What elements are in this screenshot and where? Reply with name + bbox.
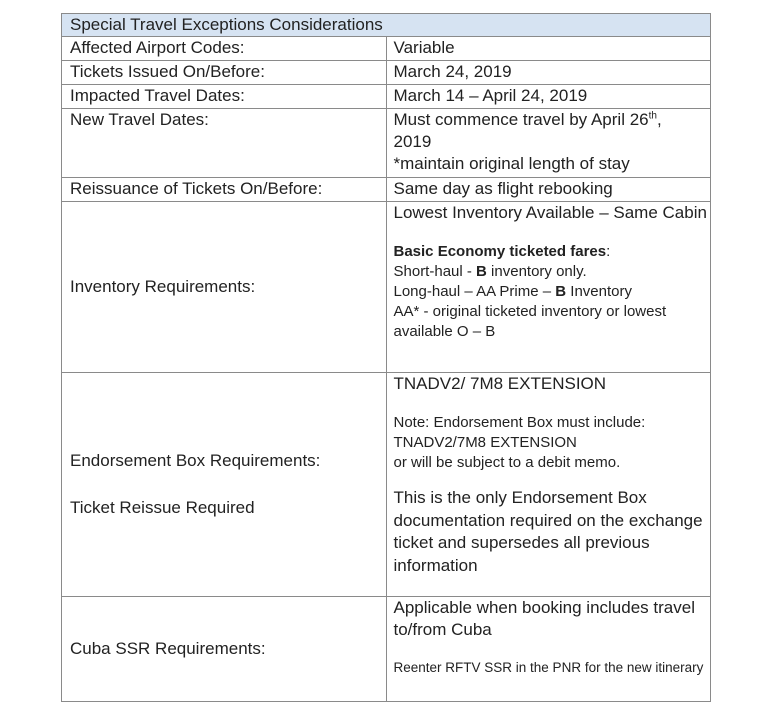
table-row-endorsement bbox=[62, 373, 711, 597]
table-row-airport-codes bbox=[62, 37, 711, 61]
row-label-cell bbox=[62, 373, 387, 597]
table-row-new-travel-dates bbox=[62, 109, 711, 178]
endorsement-code: TNADV2/ 7M8 EXTENSION bbox=[393, 374, 607, 393]
new-dates-line2: 2019 bbox=[393, 132, 432, 151]
row-value: March 14 – April 24, 2019 bbox=[386, 85, 711, 109]
new-dates-note: *maintain original length of stay bbox=[393, 154, 630, 173]
table-row-reissuance bbox=[62, 178, 711, 202]
travel-exceptions-table bbox=[61, 13, 711, 702]
row-label: Affected Airport Codes: bbox=[62, 37, 387, 61]
inventory-short-haul: Short-haul - B inventory only. bbox=[393, 263, 587, 280]
inventory-aa-line: AA* - original ticketed inventory or lowest available O – B bbox=[393, 303, 667, 340]
table-row-cuba bbox=[62, 597, 711, 702]
row-value bbox=[386, 109, 711, 178]
row-label: Impacted Travel Dates: bbox=[62, 85, 387, 109]
row-value bbox=[386, 202, 711, 373]
inventory-long-haul: Long-haul – AA Prime – B Inventory bbox=[393, 283, 632, 300]
row-value: Variable bbox=[386, 37, 711, 61]
row-label: Cuba SSR Requirements: bbox=[62, 597, 387, 702]
endorsement-statement: This is the only Endorsement Box documentation required on the exchange ticket and supersedes all previous information bbox=[393, 488, 703, 575]
cuba-headline: Applicable when booking includes travel to/from Cuba bbox=[393, 598, 695, 639]
row-value bbox=[386, 373, 711, 597]
cuba-note: Reenter RFTV SSR in the PNR for the new itinerary bbox=[393, 660, 704, 675]
table-row-impacted-dates bbox=[62, 85, 711, 109]
inventory-headline: Lowest Inventory Available – Same Cabin bbox=[393, 203, 707, 222]
table-row-inventory bbox=[62, 202, 711, 373]
table-header-row bbox=[62, 14, 711, 37]
row-value: March 24, 2019 bbox=[386, 61, 711, 85]
endorsement-note-line1: Note: Endorsement Box must include: bbox=[393, 414, 646, 431]
row-value: Same day as flight rebooking bbox=[386, 178, 711, 202]
row-label: Reissuance of Tickets On/Before: bbox=[62, 178, 387, 202]
table-row-tickets-issued bbox=[62, 61, 711, 85]
row-value bbox=[386, 597, 711, 702]
inventory-basic-title: Basic Economy ticketed fares: bbox=[393, 243, 611, 260]
row-label: Inventory Requirements: bbox=[62, 202, 387, 373]
table-title: Special Travel Exceptions Considerations bbox=[62, 14, 711, 37]
endorsement-note-line3: or will be subject to a debit memo. bbox=[393, 454, 621, 471]
ticket-reissue-label: Ticket Reissue Required bbox=[70, 498, 255, 517]
endorsement-label: Endorsement Box Requirements: bbox=[70, 451, 321, 470]
row-label: New Travel Dates: bbox=[62, 109, 387, 178]
new-dates-line1: Must commence travel by April 26th, bbox=[393, 110, 662, 129]
row-label: Tickets Issued On/Before: bbox=[62, 61, 387, 85]
endorsement-note-line2: TNADV2/7M8 EXTENSION bbox=[393, 434, 577, 451]
